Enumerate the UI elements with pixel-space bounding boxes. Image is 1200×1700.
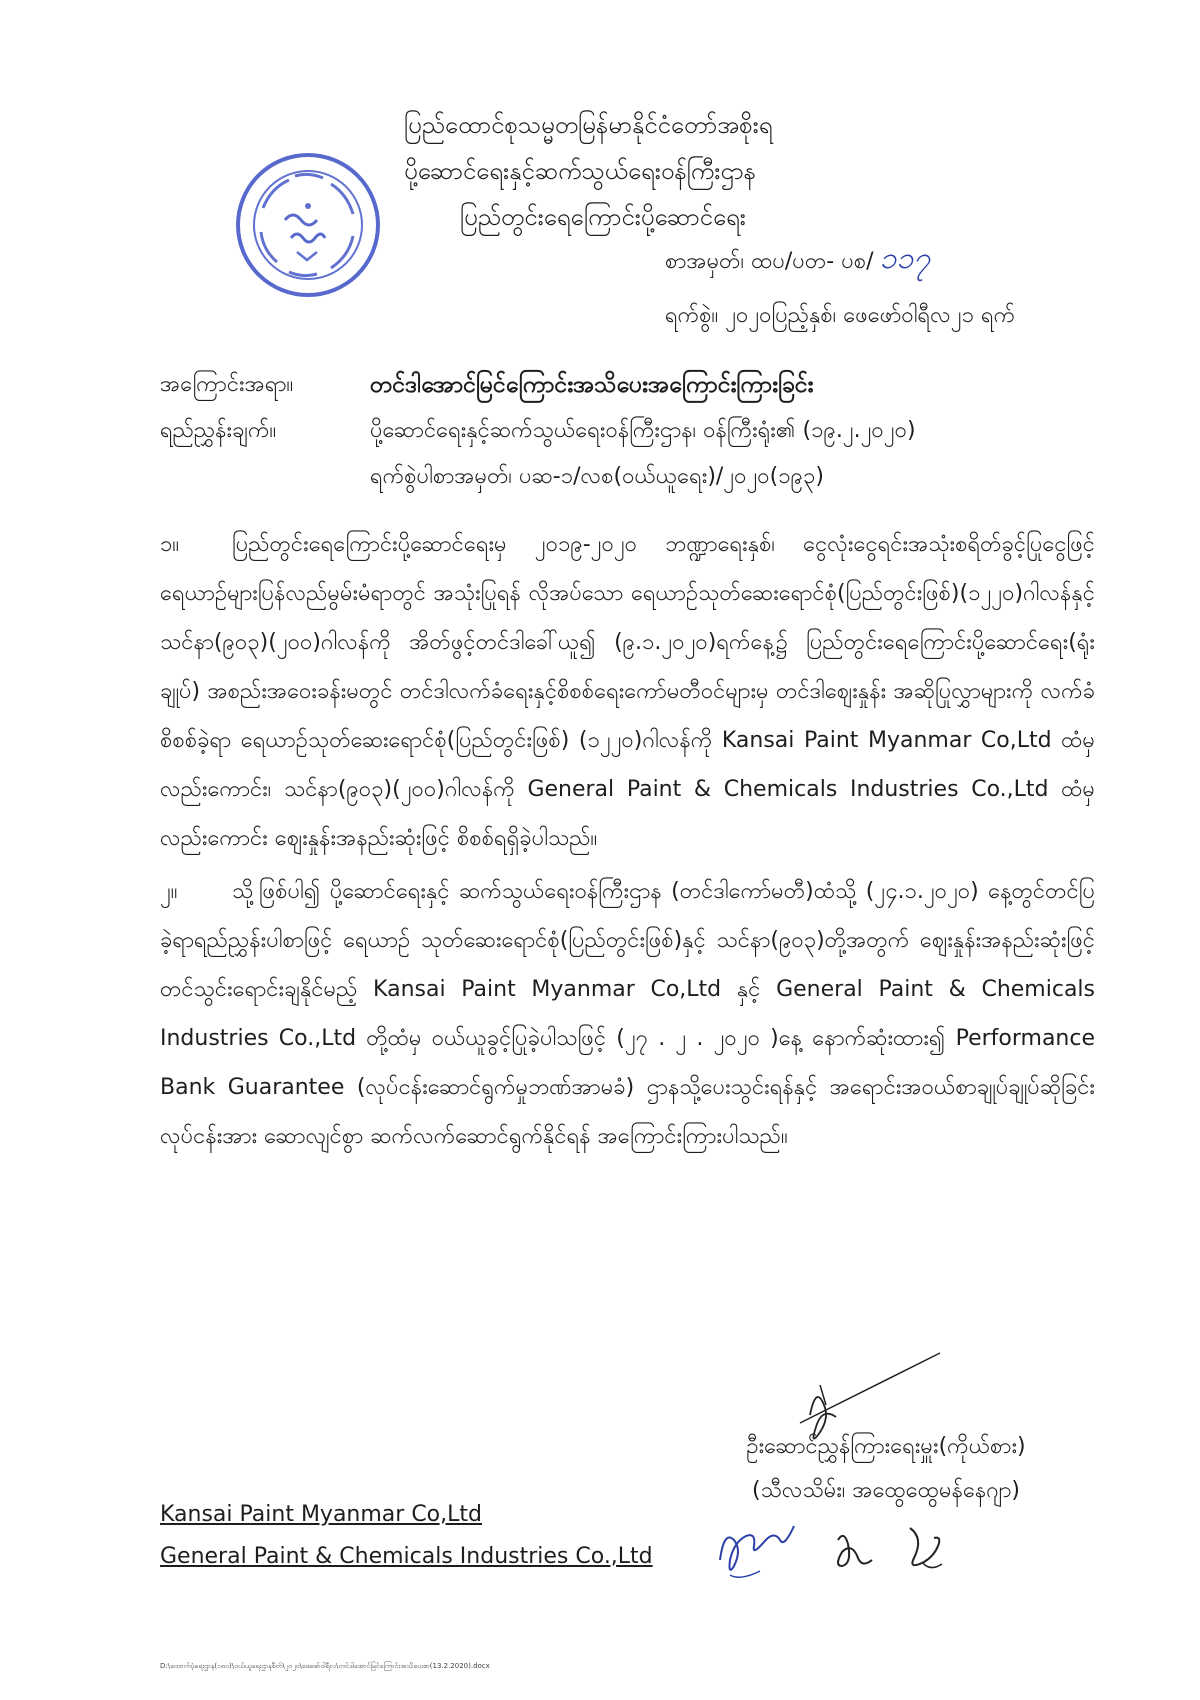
letterhead <box>360 102 880 240</box>
paragraph-text: သို့ဖြစ်ပါ၍ ပို့ဆောင်ရေးနှင့် ဆက်သွယ်ရေးဝန်ကြီးဌာန (တင်ဒါကော်မတီ)ထံသို့ (၂၄.၁.၂၀၂၀) နေ့တွင်တင်ပြခဲ့ရာရည်ညွှန်းပါစာဖြင့် ရေယာဉ် သုတ်ဆေးရောင်စုံ(ပြည်တွင်းဖြစ်)နှင့် သင်နာ(၉၀၃)တို့အတွက် ဈေးနှုန်းအနည်းဆုံးဖြင့် တင်သွင်းရောင်းချနိုင်မည့် Kansai Paint Myanmar Co,Ltd နှင့် General Paint & Chemicals Industries Co.,Ltd တို့ထံမှ ဝယ်ယူခွင့်ပြုခဲ့ပါသဖြင့် (၂၇ . ၂ . ၂၀၂၀ )နေ့ နောက်ဆုံးထား၍ Performance Bank Guarantee (လုပ်ငန်းဆောင်ရွက်မှုဘဏ်အာမခံ) ဌာနသို့ပေးသွင်းရန်နှင့် အရောင်းအဝယ်စာချုပ်ချုပ်ဆိုခြင်း လုပ်ငန်းအား ဆောလျင်စွာ ဆက်လက်ဆောင်ရွက်နိုင်ရန် အကြောင်းကြားပါသည်။ <box>160 879 1095 1149</box>
recipient-kansai: Kansai Paint Myanmar Co,Ltd <box>160 1502 482 1527</box>
reference-label: ရည်ညွှန်းချက်။ <box>160 418 277 443</box>
paragraph-number: ၁။ <box>160 532 180 557</box>
department-title: ပြည်တွင်းရေကြောင်းပို့ဆောင်ရေး <box>460 203 746 231</box>
initials-signatures-icon <box>710 1500 990 1590</box>
ministry-title: ပို့ဆောင်ရေးနှင့်ဆက်သွယ်ရေးဝန်ကြီးဌာန <box>404 157 756 185</box>
subject-value: တင်ဒါအောင်မြင်ကြောင်းအသိပေးအကြောင်းကြားခြင်း <box>370 372 814 398</box>
subject-label: အကြောင်းအရာ။ <box>160 372 294 397</box>
letter-date: ရက်စွဲ။ ၂၀၂၀ပြည့်နှစ်၊ ဖေဖော်ဝါရီလ၂၁ ရက် <box>665 303 1016 328</box>
subject-block <box>160 362 1120 500</box>
signer-name: (သီလသိမ်း၊ အထွေထွေမန်နေဂျာ) <box>752 1478 1020 1503</box>
reference-number-label: စာအမှတ်၊ ထပ/ပတ- ပစ/ <box>665 249 874 274</box>
signer-title: ဦးဆောင်ညွှန်ကြားရေးမှူး(ကိုယ်စား) <box>746 1434 1026 1459</box>
reference-number-line <box>665 238 930 283</box>
recipient-general-paint: General Paint & Chemicals Industries Co.,Ltd <box>160 1544 653 1569</box>
letter-body <box>160 520 1095 1165</box>
government-title: ပြည်ထောင်စုသမ္မတမြန်မာနိုင်ငံတော်အစိုးရ <box>404 111 773 139</box>
paragraph-text: ပြည်တွင်းရေကြောင်းပို့ဆောင်ရေးမှ ၂၀၁၉-၂၀၂၀ ဘဏ္ဍာရေးနှစ်၊ ငွေလုံးငွေရင်းအသုံးစရိတ်ခွင့်ပြုငွေဖြင့် ရေယာဉ်များပြန်လည်မွမ်းမံရာတွင် အသုံးပြုရန် လိုအပ်သော ရေယာဉ်သုတ်ဆေးရောင်စုံ(ပြည်တွင်းဖြစ်)(၁၂၂၀)ဂါလန်နှင့် သင်နာ(၉၀၃)(၂၀၀)ဂါလန်ကို အိတ်ဖွင့်တင်ဒါခေါ်ယူ၍ (၉.၁.၂၀၂၀)ရက်နေ့၌ ပြည်တွင်းရေကြောင်းပို့ဆောင်ရေး(ရုံးချုပ်) အစည်းအဝေးခန်းမတွင် တင်ဒါလက်ခံရေးနှင့်စိစစ်ရေးကော်မတီဝင်များမှ တင်ဒါဈေးနှုန်း အဆိုပြုလွှာများကို လက်ခံစိစစ်ခဲ့ရာ ရေယာဉ်သုတ်ဆေးရောင်စုံ(ပြည်တွင်းဖြစ်) (၁၂၂၀)ဂါလန်ကို Kansai Paint Myanmar Co,Ltd ထံမှလည်းကောင်း၊ သင်နာ(၉၀၃)(၂၀၀)ဂါလန်ကို General Paint & Chemicals Industries Co.,Ltd ထံမှလည်းကောင်း ဈေးနှုန်းအနည်းဆုံးဖြင့် စိစစ်ရရှိခဲ့ပါသည်။ <box>160 532 1095 851</box>
paragraph-2 <box>160 867 1095 1161</box>
paragraph-1 <box>160 520 1095 863</box>
paragraph-number: ၂။ <box>160 879 178 904</box>
reference-line-1: ပို့ဆောင်ရေးနှင့်ဆက်သွယ်ရေးဝန်ကြီးဌာန၊ ဝန်ကြီးရုံး၏ (၁၉.၂.၂၀၂၀) <box>370 418 916 443</box>
reference-line-2: ရက်စွဲပါစာအမှတ်၊ ပဆ-၁/လစ(ဝယ်ယူရေး)/၂၀၂၀(၁၉၃) <box>370 464 824 489</box>
reference-number-handwritten: ၁၁၇ <box>879 241 931 276</box>
recipients-list <box>160 1494 653 1578</box>
file-path-footer: D:\ထောက်ပံ့ရေးဌာန(၁၈၀)\ဝယ်ယူရေးဌာနစီတ်\၂၀၂၀\ဖေဖော်ဝါရီလ\တင်ဒါအောင်မြင်ကြောင်းအသိပေးစာ(13.2.2020).docx <box>160 1662 490 1670</box>
